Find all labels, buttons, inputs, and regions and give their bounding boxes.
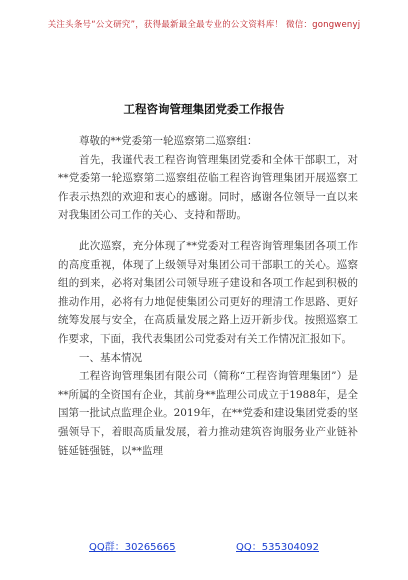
document-title: 工程咨询管理集团党委工作报告 — [123, 102, 285, 116]
document-body — [58, 132, 358, 460]
salutation: 尊敬的**党委第一轮巡察第二巡察组： — [79, 135, 258, 147]
paragraph-2: 此次巡察，充分体现了**党委对工程咨询管理集团各项工作的高度重视，体现了上级领导对集团公司干部职工的关心。巡察组的到来，必将对集团公司领导班子建设和各项工作起到积极的推动作用，必将有力地促使集团公司更好的理清工作思路、更好统筹发展与安全，在高质量发展之路上迈开新步伐。按照巡察工作要求，下面，我代表集团公司党委对有关工作情况汇报如下。 — [58, 239, 358, 345]
paragraph-1: 首先，我谨代表工程咨询管理集团党委和全体干部职工，对**党委第一轮巡察第二巡察组莅临工程咨询管理集团开展巡察工作表示热烈的欢迎和衷心的感谢。同时，感谢各位领导一直以来对我集团公司工作的关心、支持和帮助。 — [58, 153, 358, 222]
top-banner: 关注头条号“公文研究”，获得最新最全最专业的公文资料库！ 微信：gongwenyj — [47, 20, 361, 30]
qq-group-link[interactable]: QQ群：30265665 — [88, 542, 176, 553]
qq-footer — [0, 538, 408, 553]
section-paragraph: 工程咨询管理集团有限公司（简称“工程咨询管理集团”）是**所属的全资国有企业，其前身**监理公司成立于1988年，是全国第一批试点监理企业。2019年，在**党委和建设集团党委的坚强领导下，着眼高质量发展，着力推动建筑咨询服务业产业链补链延链强链，以**监理 — [58, 370, 358, 457]
qq-contact-link[interactable]: QQ：535304092 — [236, 542, 320, 553]
section-heading: 一、基本情况 — [79, 351, 142, 364]
